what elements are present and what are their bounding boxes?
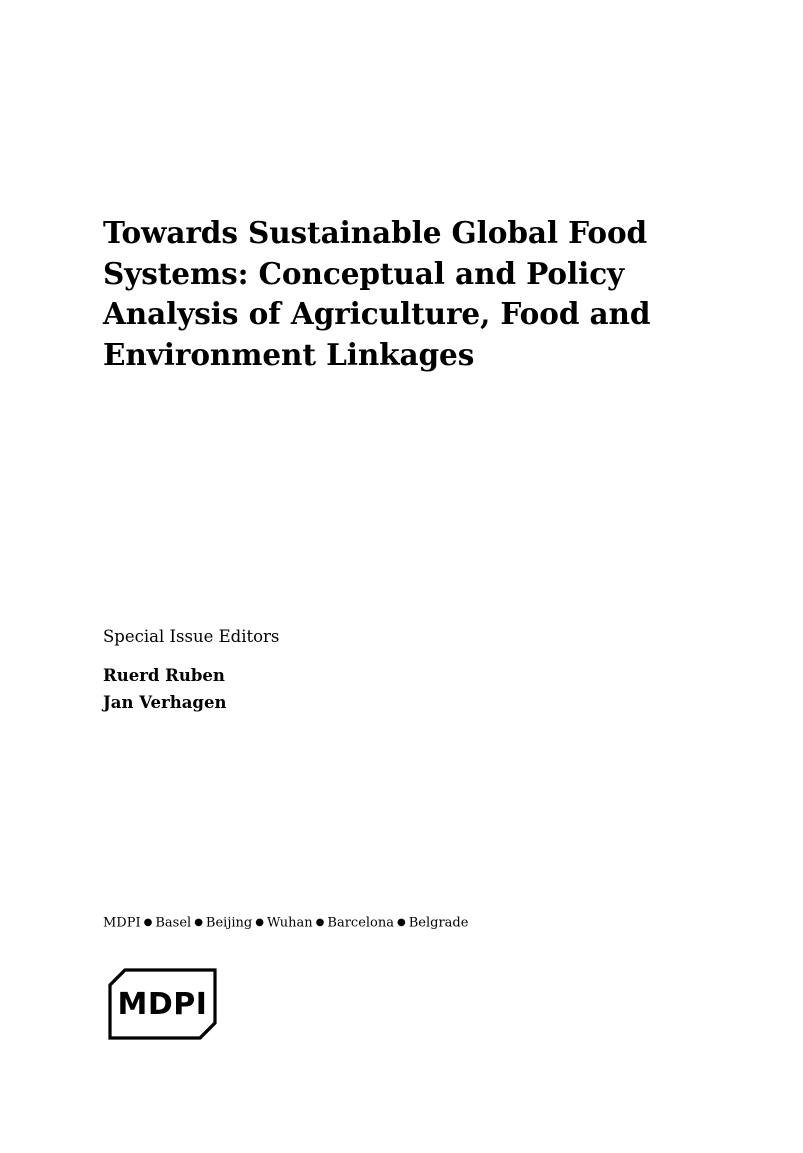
mdpi-logo-icon xyxy=(103,968,223,1040)
imprint-separator-icon: ● xyxy=(255,917,264,928)
imprint-separator-icon: ● xyxy=(315,917,325,928)
imprint-separator-icon: ● xyxy=(143,917,153,928)
editors-label: Special Issue Editors xyxy=(103,627,280,646)
imprint-line xyxy=(103,913,468,934)
page-title: Towards Sustainable Global Food Systems: Conceptual and Policy Analysis of Agriculture, Food and Environment Linkages xyxy=(103,215,651,372)
mdpi-logo-text: MDPI xyxy=(117,987,208,1022)
editors-block xyxy=(103,625,603,716)
imprint-separator-icon: ● xyxy=(397,917,406,928)
imprint-separator-icon: ● xyxy=(194,917,203,928)
imprint-publisher: MDPI xyxy=(103,915,141,931)
imprint-city: Basel xyxy=(155,915,192,931)
editor-name: Jan Verhagen xyxy=(103,693,227,712)
mdpi-logo xyxy=(103,968,223,1040)
imprint-city: Wuhan xyxy=(266,915,313,931)
imprint-city: Barcelona xyxy=(327,915,394,931)
imprint-city: Belgrade xyxy=(408,915,469,931)
imprint-city: Beijing xyxy=(205,915,253,931)
title-block xyxy=(103,213,663,375)
editor-name: Ruerd Ruben xyxy=(103,666,225,685)
